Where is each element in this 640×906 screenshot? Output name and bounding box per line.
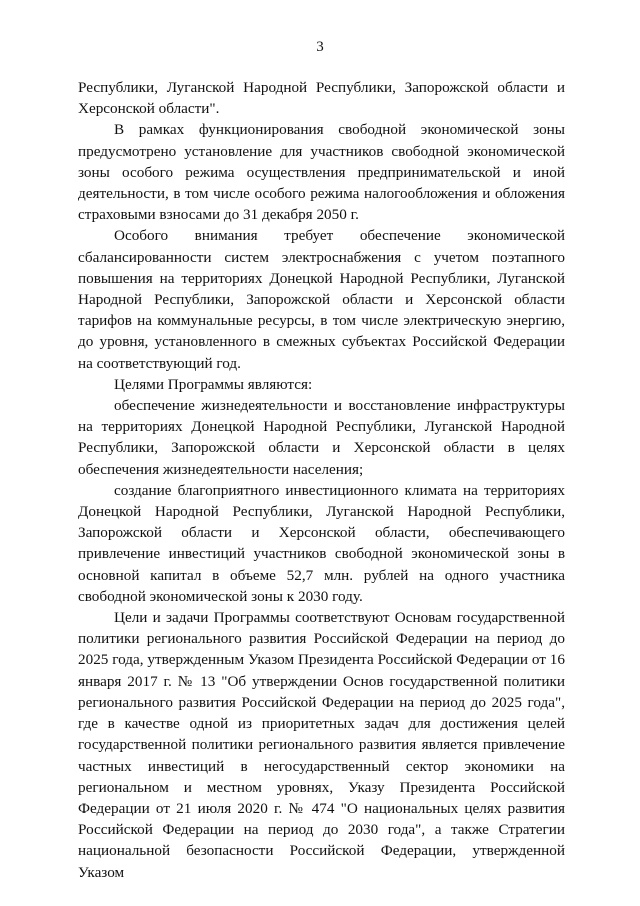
paragraph-goal-infrastructure: обеспечение жизнедеятельности и восстановление инфраструктуры на территориях Донецкой Народной Республики, Луганской Народной Республики, Запорожской области и Херсонской области в целях обеспечения жизнедеятельности населения; — [78, 397, 565, 478]
paragraph-goal-investment-climate: создание благоприятного инвестиционного климата на территориях Донецкой Народной Республики, Луганской Народной Республики, Запорожской области и Херсонской области, обеспечивающего привлечение инвестиций участников свободной экономической зоны в основной капитал в объеме 52,7 млн. рублей на одного участника свободной экономической зоны к 2030 году. — [78, 481, 565, 605]
page-number: 3 — [316, 39, 324, 55]
paragraph-power-supply-balance: Особого внимания требует обеспечение экономической сбалансированности систем электроснабжения с учетом поэтапного повышения на территориях Донецкой Народной Республики, Луганской Народной Республики, Запорожской области и Херсонской области тарифов на коммунальные ресурсы, в том числе электрическую энергию, до уровня, установленного в смежных субъектах Российской Федерации на соответствующий год. — [78, 227, 565, 372]
paragraph-free-economic-zone: В рамках функционирования свободной экономической зоны предусмотрено установление для участников свободной экономической зоны особого режима осуществления предпринимательской и иной деятельности, в том числе особого режима налогообложения и обложения страховыми взносами до 31 декабря 2050 г. — [78, 121, 565, 224]
document-body — [78, 77, 565, 883]
paragraph-continuation: Республики, Луганской Народной Республики, Запорожской области и Херсонской области". — [78, 79, 565, 118]
paragraph-program-goals-heading: Целями Программы являются: — [114, 375, 313, 393]
paragraph-goals-compliance: Цели и задачи Программы соответствуют Основам государственной политики регионального развития Российской Федерации на период до 2025 года, утвержденным Указом Президента Российской Федерации от 16 января 2017 г. № 13 "Об утверждении Основ государственной политики регионального развития Российской Федерации на период до 2025 года", где в качестве одной из приоритетных задач для достижения целей государственной политики регионального развития является привлечение частных инвестиций в негосударственный сектор экономики на региональном и местном уровнях, Указу Президента Российской Федерации от 21 июля 2020 г. № 474 "О национальных целях развития Российской Федерации на период до 2030 года", а также Стратегии национальной безопасности Российской Федерации, утвержденной Указом — [78, 609, 565, 881]
